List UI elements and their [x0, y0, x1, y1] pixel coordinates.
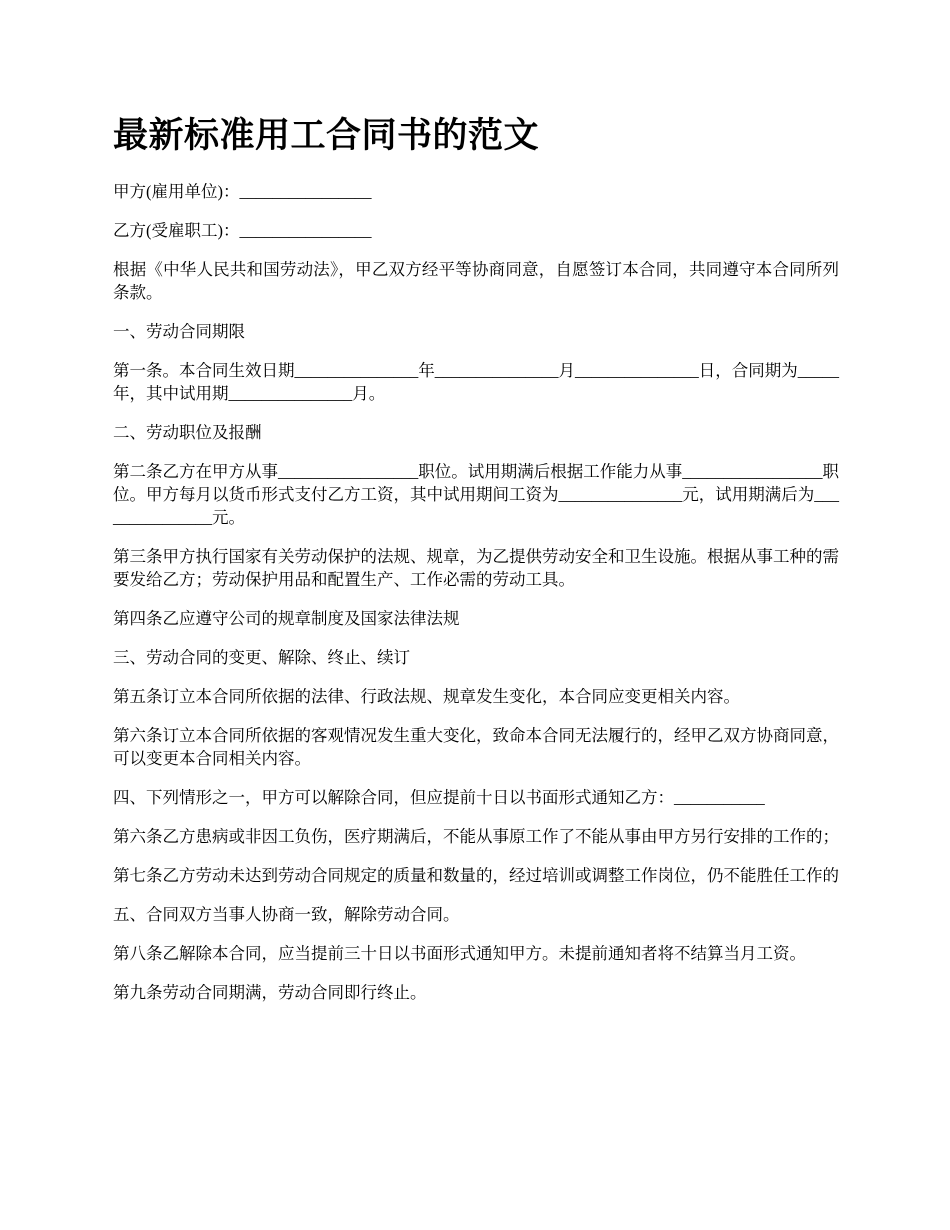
article-7: 第七条乙方劳动未达到劳动合同规定的质量和数量的，经过培训或调整工作岗位，仍不能胜任工作的	[113, 866, 839, 885]
article-6b: 第六条乙方患病或非因工负伤，医疗期满后，不能从事原工作了不能从事由甲方另行安排的工作的；	[113, 827, 839, 846]
section-heading-2: 二、劳动职位及报酬	[113, 423, 262, 442]
article-6a: 第六条订立本合同所依据的客观情况发生重大变化，致命本合同无法履行的，经甲乙双方协商同意，可以变更本合同相关内容。	[113, 726, 839, 768]
article-4: 第四条乙应遵守公司的规章制度及国家法律法规	[113, 609, 460, 628]
article-9: 第九条劳动合同期满，劳动合同即行终止。	[113, 983, 427, 1002]
party-b-line: 乙方(受雇职工)：________________	[113, 221, 372, 240]
section-heading-5: 五、合同双方当事人协商一致，解除劳动合同。	[113, 905, 460, 924]
article-3: 第三条甲方执行国家有关劳动保护的法规、规章，为乙提供劳动安全和卫生设施。根据从事工种的需要发给乙方；劳动保护用品和配置生产、工作必需的劳动工具。	[113, 547, 839, 589]
article-8: 第八条乙解除本合同，应当提前三十日以书面形式通知甲方。未提前通知者将不结算当月工资。	[113, 944, 806, 963]
section-heading-1: 一、劳动合同期限	[113, 322, 245, 341]
preamble-paragraph: 根据《中华人民共和国劳动法》，甲乙双方经平等协商同意，自愿签订本合同，共同遵守本合同所列条款。	[113, 260, 839, 302]
article-5: 第五条订立本合同所依据的法律、行政法规、规章发生变化，本合同应变更相关内容。	[113, 687, 740, 706]
document-title: 最新标准用工合同书的范文	[113, 115, 540, 156]
article-1: 第一条。本合同生效日期_______________年_______________月_______________日，合同期为_____年，其中试用期_______________月。	[113, 361, 839, 403]
section-heading-4: 四、下列情形之一，甲方可以解除合同，但应提前十日以书面形式通知乙方：___________	[113, 788, 765, 807]
party-a-line: 甲方(雇用单位)：________________	[113, 182, 372, 201]
article-2: 第二条乙方在甲方从事_________________职位。试用期满后根据工作能力从事_________________职位。甲方每月以货币形式支付乙方工资，其中试用期间工资为_______________元，试用期满后为_______________元。	[113, 462, 839, 527]
document-page	[113, 112, 839, 1020]
section-heading-3: 三、劳动合同的变更、解除、终止、续订	[113, 648, 410, 667]
